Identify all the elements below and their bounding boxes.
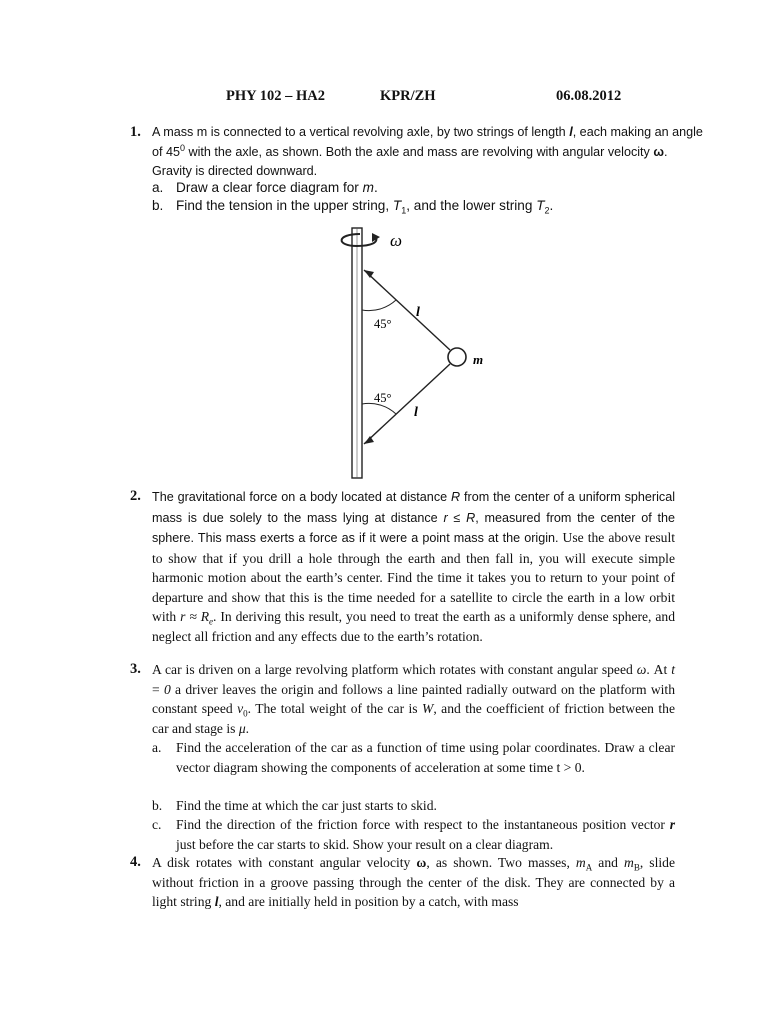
- upper-string-length-label: l: [416, 305, 420, 320]
- axle-diagram: [330, 222, 490, 484]
- lower-string-length-label: l: [414, 405, 418, 420]
- upper-string-arrowhead: [364, 270, 374, 278]
- upper-angle-label: 45°: [374, 317, 392, 331]
- question-2-number: 2.: [130, 488, 141, 504]
- question-2-text: The gravitational force on a body located at distance R from the center of a uniform spherical mass is due solely to the mass lying at distance r ≤ R, measured from the center of the sphere. This mass exerts a force as if it were a point mass at the origin. Use the above result to show that if you drill a hole through the earth and then fall in, you will execute simple harmonic motion about the earth’s center. Find the time it takes you to return to your point of departure and show that this is the time needed for a satellite to circle the earth in a low orbit with $r \approx R_e$. In deriving this result, you need to treat the earth as a uniformly dense sphere, and neglect all friction and any effects due to the earth’s rotation.: [152, 490, 676, 644]
- question-3-text: A car is driven on a large revolving platform which rotates with constant angular speed ω. At t = 0 a driver leaves the origin and follows a line painted radially outward on the platform with constant speed $v_0$. The total weight of the car is W, and the coefficient of friction between the car and stage is μ.: [152, 662, 675, 736]
- lower-angle-label: 45°: [374, 391, 392, 405]
- course-code: PHY 102 – HA2: [226, 88, 325, 104]
- question-1b: b. Find the tension in the upper string, $T_1$, and the lower string $T_2$.: [152, 198, 554, 216]
- question-2-premise: The gravitational force on a body located at distance R from the center of a uniform spherical mass is due solely to the mass lying at distance r ≤ R, measured from the center of the sphere. This mass exerts a force as if it were a point mass at the origin.: [152, 490, 676, 545]
- question-3c: Find the direction of the friction force with respect to the instantaneous position vector r just before the car starts to skid. Show your result on a clear diagram.: [176, 817, 675, 852]
- mass-circle: [448, 348, 466, 366]
- upper-angle-arc: [362, 300, 396, 311]
- question-3b: Find the time at which the car just starts to skid.: [176, 798, 437, 813]
- omega-label: ω: [390, 231, 403, 250]
- question-4-text: A disk rotates with constant angular velocity ω, as shown. Two masses, $m_A$ and $m_B$, slide without friction in a groove passing through the center of the disk. They are connected by a light string l, and are initially held in position by a catch, with mass: [152, 855, 675, 909]
- question-4-number: 4.: [130, 854, 141, 870]
- instructor-initials: KPR/ZH: [380, 88, 436, 104]
- date: 06.08.2012: [556, 88, 622, 104]
- question-3c-label: c.: [152, 817, 162, 832]
- lower-string-arrowhead: [364, 436, 374, 444]
- question-1a: a. Draw a clear force diagram for m.: [152, 180, 378, 195]
- question-3a: Find the acceleration of the car as a function of time using polar coordinates. Draw a clear vector diagram showing the components of acceleration at some time t > 0.: [176, 740, 675, 775]
- question-1-text: A mass m is connected to a vertical revolving axle, by two strings of length l, each making an angle of $45^0$ with the axle, as shown. Both the axle and mass are revolving with angular velocity ω. Gravity is directed downward.: [152, 125, 703, 178]
- question-3-number: 3.: [130, 661, 141, 677]
- question-1-number: 1.: [130, 124, 141, 140]
- mass-label: m: [473, 352, 484, 367]
- question-3b-label: b.: [152, 798, 163, 813]
- question-3a-label: a.: [152, 740, 162, 755]
